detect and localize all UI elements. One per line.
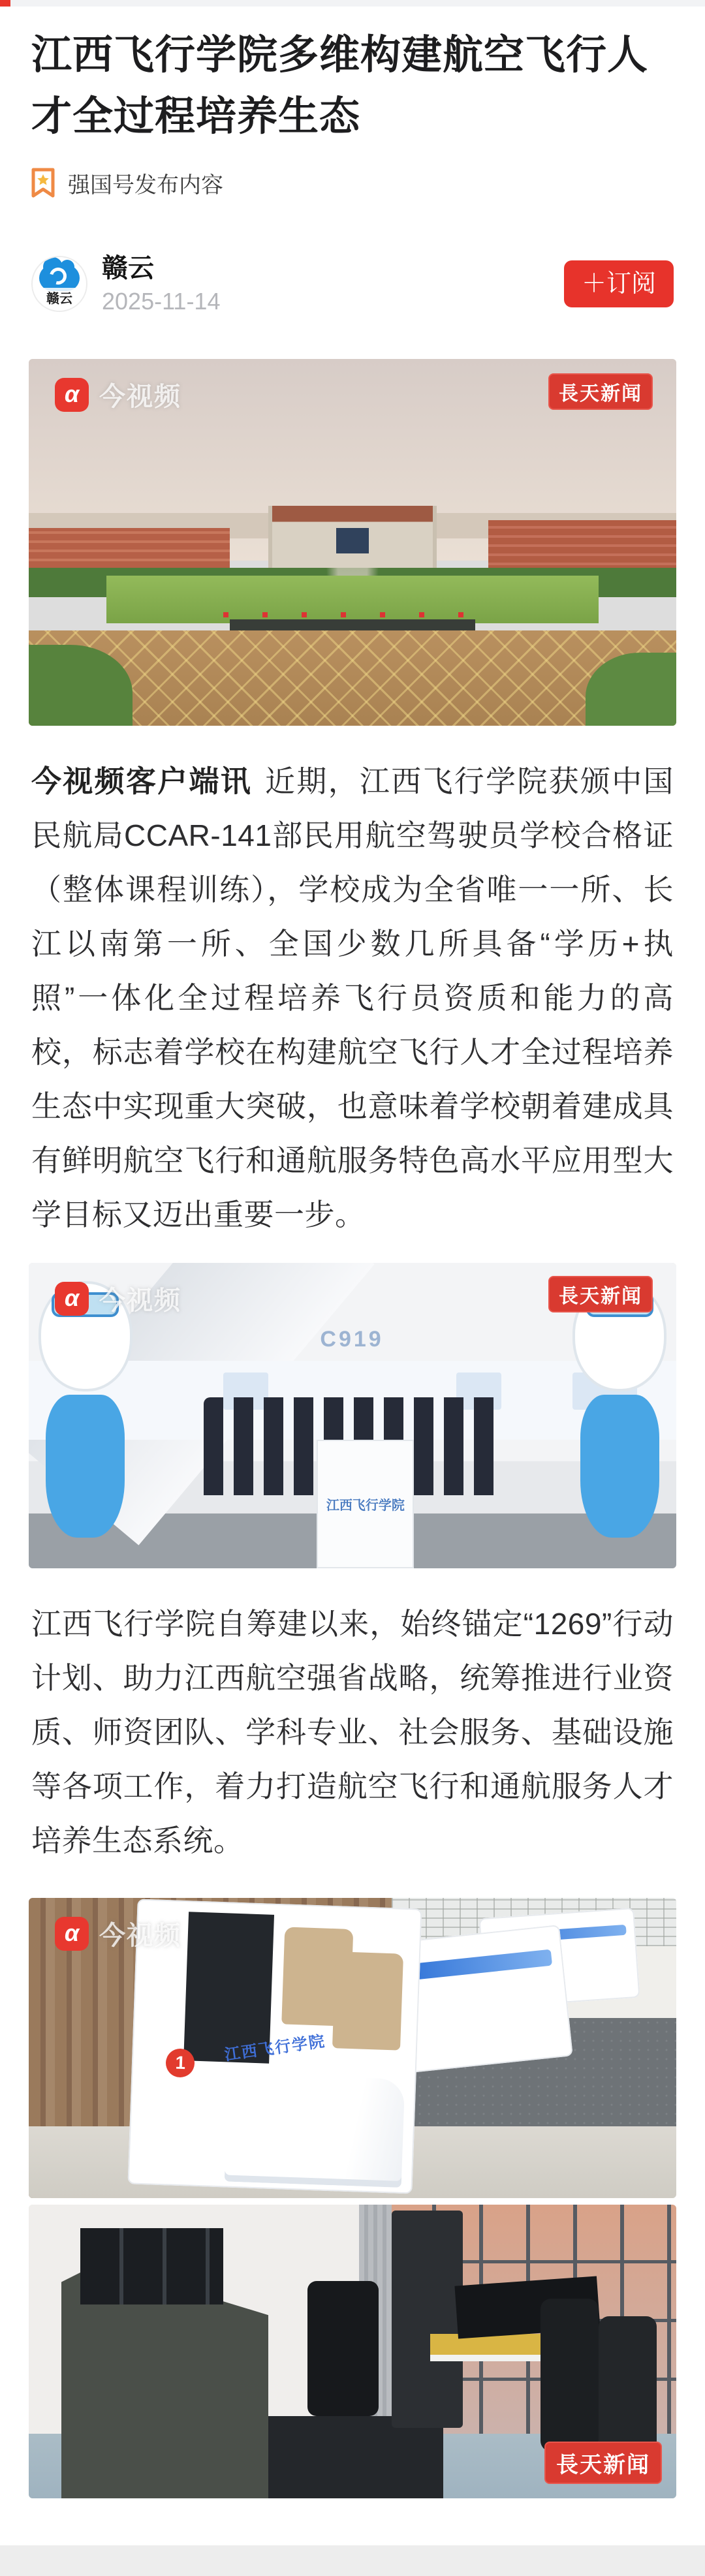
pod-seat: [332, 1951, 403, 2051]
status-bar-fragment: [0, 0, 10, 7]
paragraph-1-text: 近期，江西飞行学院获颁中国民航局CCAR-141部民用航空驾驶员学校合格证（整体课程训练），学校成为全省唯一一所、长江以南第一所、全国少数几所具备“学历+执照”一体化全过程培养飞行员资质和能力的高校，标志着学校在构建航空飞行人才全过程培养生态中实现重大突破，也意味着学校朝着建成具有鲜明航空飞行和通航服务特色高水平应用型大学目标又迈出重要一步。: [31, 764, 674, 1232]
photo-chair: [307, 2281, 379, 2416]
avatar-label: 赣云: [33, 288, 86, 307]
jinshipin-app-icon: α: [55, 1917, 89, 1951]
photo-exhibition-group[interactable]: [29, 1263, 676, 1568]
top-strip: [0, 0, 705, 7]
mascot-body: [46, 1395, 125, 1538]
author-row: [31, 254, 674, 315]
changtian-news-badge: 長天新闻: [548, 1276, 653, 1312]
paragraph-2-text: 江西飞行学院自筹建以来，始终锚定“1269”行动计划、助力江西航空强省战略，统筹推进行业资质、师资团队、学科专业、社会服务、基础设施等各项工作，着力打造航空飞行和通航服务人才培养生态系统。: [31, 1607, 674, 1857]
source-badge-label: 强国号发布内容: [68, 172, 223, 198]
jinshipin-watermark-label: 今视频: [99, 382, 181, 411]
jinshipin-app-icon: α: [55, 378, 89, 412]
paragraph-2: [31, 1597, 674, 1868]
mascot-body: [580, 1395, 659, 1538]
photo-console-screens: [80, 2228, 223, 2304]
pod-school-label: 江西飞行学院: [223, 2032, 326, 2064]
c919-sign: C919: [320, 1327, 384, 1352]
paragraph-1: [31, 754, 674, 1242]
photo-equipment-panel: [392, 2211, 463, 2428]
jinshipin-watermark: [55, 1915, 181, 1952]
pod-nose: [225, 2073, 405, 2188]
avatar[interactable]: [31, 256, 87, 312]
photo-led-screen: [336, 528, 369, 553]
jinshipin-watermark-label: 今视频: [99, 1921, 181, 1950]
photo-simulator-classroom[interactable]: [29, 1898, 676, 2198]
jinshipin-watermark: [55, 1280, 181, 1317]
mascot-left: [39, 1281, 133, 1556]
bookmark-star-icon: [31, 168, 55, 198]
changtian-news-badge: 長天新闻: [548, 373, 653, 410]
page-title: 江西飞行学院多维构建航空飞行人才全过程培养生态: [31, 33, 649, 139]
jinshipin-watermark: [55, 376, 181, 413]
pod-number-badge: 1: [165, 2048, 195, 2078]
photo-flags: [223, 612, 482, 617]
photo-name-wall: [230, 619, 476, 630]
jinshipin-app-icon: α: [55, 1282, 89, 1316]
article-content: [0, 25, 705, 2498]
bottom-toolbar-strip: [0, 2545, 705, 2576]
podium-label: 江西飞行学院: [326, 1498, 405, 1513]
author-name[interactable]: 赣云: [102, 254, 154, 283]
photo-podium: [317, 1440, 414, 1568]
mascot-right: [572, 1281, 666, 1556]
publish-date: 2025-11-14: [102, 288, 221, 315]
subscribe-button[interactable]: ＋订阅: [564, 260, 674, 307]
paragraph-1-lead: 今视频客户端讯: [31, 764, 253, 798]
author-meta: [102, 253, 220, 315]
photo-control-room[interactable]: [29, 2205, 676, 2498]
photo-chair: [540, 2299, 599, 2451]
photo-campus-aerial[interactable]: [29, 359, 676, 726]
changtian-news-badge: 長天新闻: [544, 2442, 662, 2484]
source-badge: [31, 168, 674, 197]
jinshipin-watermark-label: 今视频: [99, 1286, 181, 1315]
